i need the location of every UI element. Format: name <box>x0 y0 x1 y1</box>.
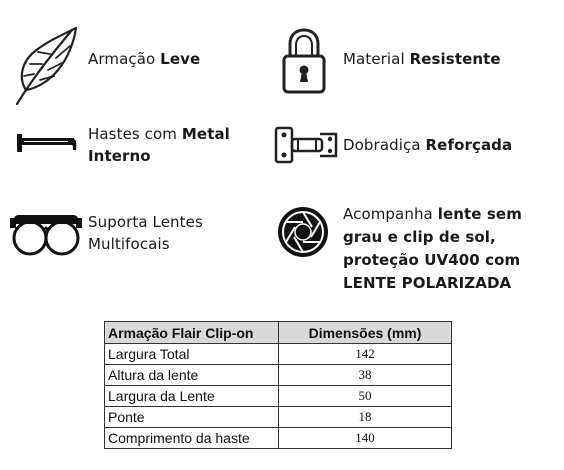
row-value: 142 <box>279 344 452 365</box>
row-label: Comprimento da haste <box>105 428 279 449</box>
row-label: Altura da lente <box>105 365 279 386</box>
table-row <box>105 365 452 386</box>
metal-temple-icon <box>14 130 78 156</box>
feature-resistant-material <box>343 48 553 70</box>
feature-multifocal <box>88 211 228 255</box>
row-label: Ponte <box>105 407 279 428</box>
dimensions-table <box>104 321 452 449</box>
feature-text: Dobradiça <box>343 136 426 154</box>
feature-text: Material <box>343 50 410 68</box>
row-label: Largura da Lente <box>105 386 279 407</box>
row-value: 140 <box>279 428 452 449</box>
feature-text: Hastes com <box>88 125 182 143</box>
feature-metal-temples <box>88 123 248 167</box>
hinge-icon <box>274 126 340 164</box>
feature-text: Acompanha <box>343 205 438 223</box>
table-header-row <box>105 322 452 344</box>
feature-bold-text: Resistente <box>409 50 501 68</box>
row-value: 50 <box>279 386 452 407</box>
table-header-frame: Armação Flair Clip-on <box>105 322 279 344</box>
feature-included-lenses <box>343 203 548 295</box>
row-value: 38 <box>279 365 452 386</box>
table-row <box>105 407 452 428</box>
padlock-icon <box>280 28 328 96</box>
feature-text: Armação <box>88 50 161 68</box>
feature-light-frame <box>88 48 258 70</box>
table-header-dimensions: Dimensões (mm) <box>279 322 452 344</box>
camera-aperture-icon <box>276 205 330 259</box>
table-row <box>105 386 452 407</box>
feature-text: Suporta Lentes Multifocais <box>88 213 203 253</box>
row-value: 18 <box>279 407 452 428</box>
feature-reinforced-hinge <box>343 134 553 156</box>
feather-icon <box>14 24 80 106</box>
feature-bold-text: Leve <box>160 50 201 68</box>
feature-bold-text: Reforçada <box>425 136 513 154</box>
round-glasses-icon <box>10 210 82 260</box>
feature-bold-text: lente sem grau e clip de sol, proteção UV400 com LENTE POLARIZADA <box>343 205 522 292</box>
table-row <box>105 344 452 365</box>
feature-bold-text: Metal Interno <box>88 125 230 165</box>
row-label: Largura Total <box>105 344 279 365</box>
table-row <box>105 428 452 449</box>
